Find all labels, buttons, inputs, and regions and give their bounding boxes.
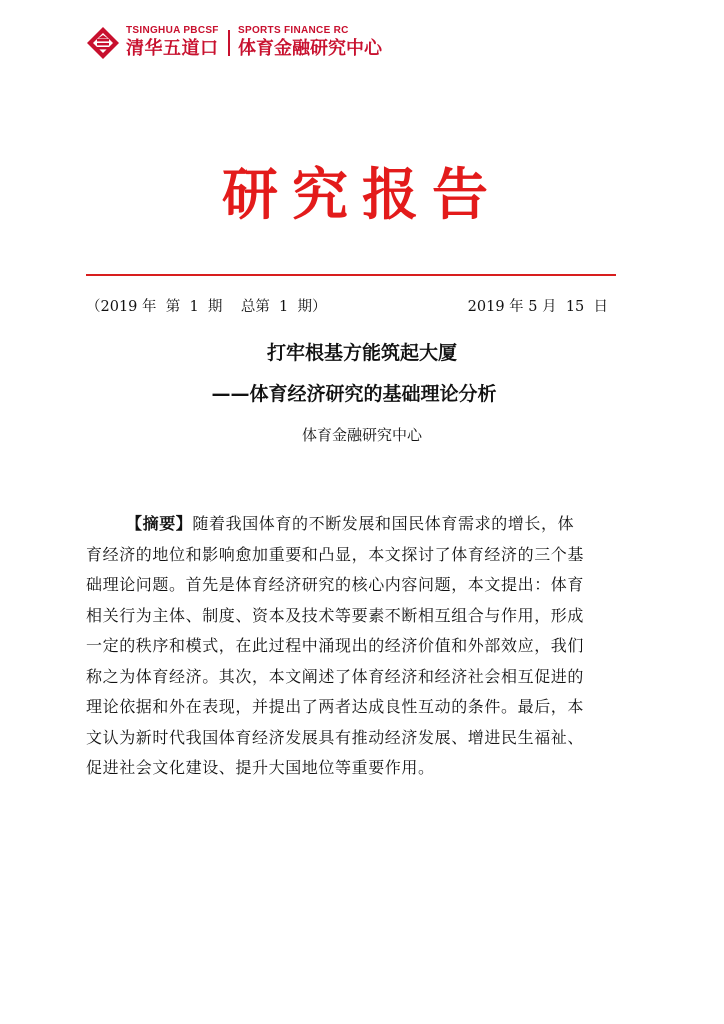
- brand-chinese-name: 清华五道口: [126, 38, 219, 59]
- issue-number: （2019 年 第 1 期 总第 1 期）: [86, 299, 327, 315]
- report-title: 研究报告: [222, 162, 502, 228]
- brand-english-name: TSINGHUA PBCSF: [126, 25, 219, 36]
- title-divider: [86, 274, 616, 276]
- issue-date: 2019 年 5 月 15 日: [467, 299, 608, 315]
- article-title: 打牢根基方能筑起大厦: [266, 342, 457, 364]
- abstract-line: 育经济的地位和影响愈加重要和凸显，本文探讨了体育经济的三个基: [86, 544, 585, 564]
- abstract-line: 一定的秩序和模式，在此过程中涌现出的经济价值和外部效应，我们: [86, 636, 585, 655]
- abstract-line: 理论依据和外在表现，并提出了两者达成良性互动的条件。最后，本: [86, 697, 585, 716]
- header: [86, 24, 406, 64]
- abstract-line: 相关行为主体、制度、资本及技术等要素不断相互组合与作用，形成: [86, 605, 585, 625]
- abstract-line: 础理论问题。首先是体育经济研究的核心内容问题，本文提出：体育: [86, 575, 585, 594]
- author-organization: 体育金融研究中心: [301, 426, 422, 444]
- abstract-line: 称之为体育经济。其次，本文阐述了体育经济和经济社会相互促进的: [86, 666, 585, 686]
- center-chinese-name: 体育金融研究中心: [238, 38, 382, 59]
- abstract-text: 随着我国体育的不断发展和国民体育需求的增长，体: [192, 514, 575, 533]
- center-english-name: SPORTS FINANCE RC: [238, 25, 349, 36]
- abstract: [86, 509, 636, 784]
- brand-divider: [228, 30, 230, 56]
- abstract-line: 文认为新时代我国体育经济发展具有推动经济发展、增进民生福祉、: [86, 727, 585, 747]
- article-subtitle: ——体育经济研究的基础理论分析: [211, 383, 497, 405]
- tsinghua-pbcsf-logo-icon: [86, 26, 120, 60]
- issue-info: [86, 296, 616, 318]
- abstract-line: 促进社会文化建设、提升大国地位等重要作用。: [86, 758, 435, 777]
- abstract-label: 【摘要】: [126, 514, 193, 533]
- abstract-line: [86, 509, 636, 540]
